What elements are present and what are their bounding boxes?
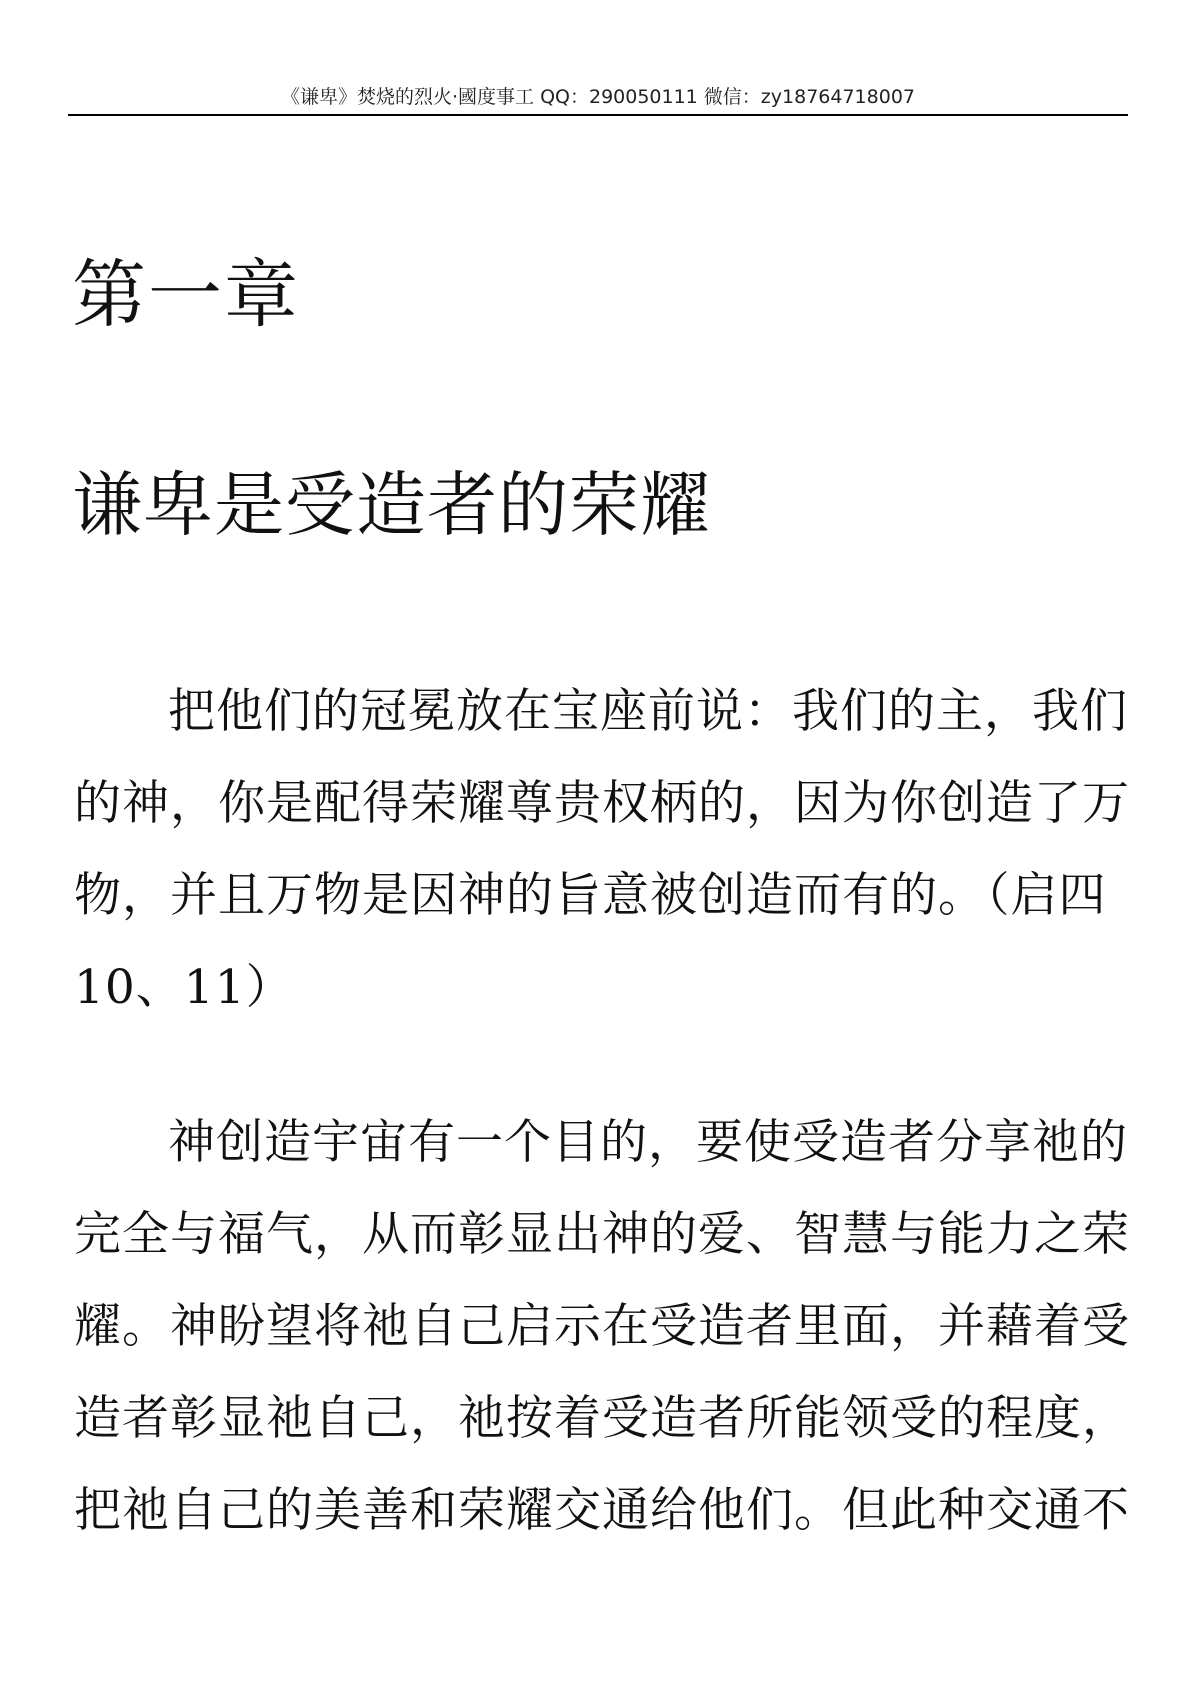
paragraph-line: 耀。神盼望将祂自己启示在受造者里面，并藉着受 [74, 1299, 1130, 1354]
chapter-number: 第一章 [72, 252, 300, 338]
paragraph-line: 的神，你是配得荣耀尊贵权柄的，因为你创造了万 [74, 776, 1130, 831]
paragraph-2 [74, 1097, 1130, 1557]
page-header: 《谦卑》焚烧的烈火·國度事工 QQ：290050111 微信：zy18764718007 [280, 86, 915, 108]
paragraph-line: 造者彰显祂自己，祂按着受造者所能领受的程度， [74, 1391, 1130, 1446]
paragraph-line: 物，并且万物是因神的旨意被创造而有的。（启四 [74, 868, 1107, 923]
paragraph-line: 神创造宇宙有一个目的，要使受造者分享祂的 [168, 1115, 1128, 1170]
paragraph-1 [74, 666, 1130, 1034]
paragraph-line: 把他们的冠冕放在宝座前说：我们的主，我们 [168, 684, 1128, 739]
paragraph-line: 把祂自己的美善和荣耀交通给他们。但此种交通不 [74, 1483, 1130, 1538]
paragraph-line: 完全与福气，从而彰显出神的爱、智慧与能力之荣 [74, 1207, 1130, 1262]
header-divider [68, 114, 1128, 116]
chapter-title: 谦卑是受造者的荣耀 [72, 464, 711, 546]
paragraph-line: 10、11） [74, 960, 294, 1015]
